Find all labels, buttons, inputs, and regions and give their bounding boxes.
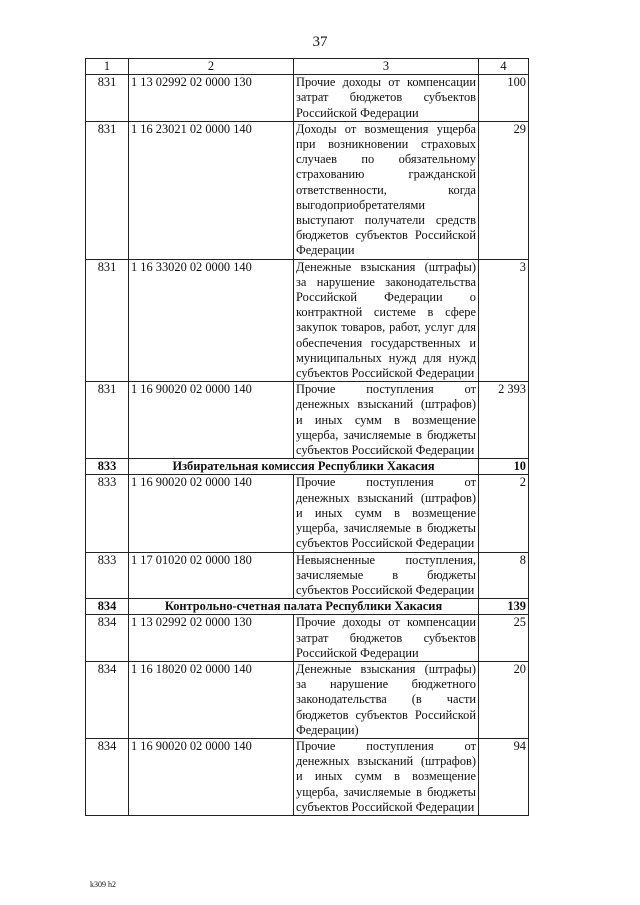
kbk-code-cell: 1 16 18020 02 0000 140 xyxy=(129,661,294,738)
description-cell: Невыясненные поступления, зачисляемые в бюджеты субъектов Российской Федерации xyxy=(294,552,479,599)
description-cell: Денежные взыскания (штрафы) за нарушение бюджетного законодательства (в части бюджетов субъектов Российской Федерации) xyxy=(294,661,479,738)
column-header: 3 xyxy=(294,59,479,75)
table-row xyxy=(86,475,529,552)
column-header: 4 xyxy=(479,59,529,75)
table-row xyxy=(86,661,529,738)
column-header: 2 xyxy=(129,59,294,75)
kbk-code-cell: 1 13 02992 02 0000 130 xyxy=(129,615,294,662)
table-row xyxy=(86,615,529,662)
admin-code-cell: 833 xyxy=(86,459,129,475)
admin-code-cell: 831 xyxy=(86,382,129,459)
kbk-code-cell: 1 16 33020 02 0000 140 xyxy=(129,259,294,382)
amount-cell: 3 xyxy=(479,259,529,382)
kbk-code-cell: 1 17 01020 02 0000 180 xyxy=(129,552,294,599)
kbk-code-cell: 1 16 23021 02 0000 140 xyxy=(129,121,294,259)
description-cell: Прочие поступления от денежных взысканий (штрафов) и иных сумм в возмещение ущерба, зачисляемые в бюджеты субъектов Российской Федерации xyxy=(294,382,479,459)
description-cell: Денежные взыскания (штрафы) за нарушение законодательства Российской Федерации о контрактной системе в сфере закупок товаров, работ, услуг для обеспечения государственных и муниципальных нужд для нужд субъектов Российской Федерации xyxy=(294,259,479,382)
group-row xyxy=(86,459,529,475)
column-header: 1 xyxy=(86,59,129,75)
admin-code-cell: 833 xyxy=(86,552,129,599)
header-row xyxy=(86,59,529,75)
description-cell: Доходы от возмещения ущерба при возникновении страховых случаев по обязательному страхованию гражданской ответственности, когда выгодоприобретателями выступают получатели средств бюджетов субъектов Российской Федерации xyxy=(294,121,479,259)
footer-code: k309 h2 xyxy=(90,880,116,889)
page-number: 37 xyxy=(312,34,328,50)
group-name-cell: Контрольно-счетная палата Республики Хакасия xyxy=(129,599,479,615)
kbk-code-cell: 1 13 02992 02 0000 130 xyxy=(129,75,294,122)
admin-code-cell: 833 xyxy=(86,475,129,552)
amount-cell: 2 xyxy=(479,475,529,552)
revenue-table xyxy=(85,58,529,816)
amount-cell: 25 xyxy=(479,615,529,662)
admin-code-cell: 834 xyxy=(86,615,129,662)
admin-code-cell: 831 xyxy=(86,75,129,122)
amount-cell: 29 xyxy=(479,121,529,259)
admin-code-cell: 831 xyxy=(86,259,129,382)
group-name-cell: Избирательная комиссия Республики Хакасия xyxy=(129,459,479,475)
table-row xyxy=(86,75,529,122)
amount-cell: 10 xyxy=(479,459,529,475)
table-row xyxy=(86,259,529,382)
description-cell: Прочие поступления от денежных взысканий (штрафов) и иных сумм в возмещение ущерба, зачисляемые в бюджеты субъектов Российской Федерации xyxy=(294,475,479,552)
admin-code-cell: 831 xyxy=(86,121,129,259)
amount-cell: 8 xyxy=(479,552,529,599)
table-row xyxy=(86,738,529,815)
admin-code-cell: 834 xyxy=(86,599,129,615)
admin-code-cell: 834 xyxy=(86,738,129,815)
kbk-code-cell: 1 16 90020 02 0000 140 xyxy=(129,475,294,552)
kbk-code-cell: 1 16 90020 02 0000 140 xyxy=(129,738,294,815)
table-row xyxy=(86,382,529,459)
description-cell: Прочие доходы от компенсации затрат бюджетов субъектов Российской Федерации xyxy=(294,615,479,662)
group-row xyxy=(86,599,529,615)
amount-cell: 2 393 xyxy=(479,382,529,459)
amount-cell: 20 xyxy=(479,661,529,738)
admin-code-cell: 834 xyxy=(86,661,129,738)
kbk-code-cell: 1 16 90020 02 0000 140 xyxy=(129,382,294,459)
table-row xyxy=(86,552,529,599)
amount-cell: 100 xyxy=(479,75,529,122)
description-cell: Прочие доходы от компенсации затрат бюджетов субъектов Российской Федерации xyxy=(294,75,479,122)
amount-cell: 139 xyxy=(479,599,529,615)
amount-cell: 94 xyxy=(479,738,529,815)
table-row xyxy=(86,121,529,259)
description-cell: Прочие поступления от денежных взысканий (штрафов) и иных сумм в возмещение ущерба, зачисляемые в бюджеты субъектов Российской Федерации xyxy=(294,738,479,815)
